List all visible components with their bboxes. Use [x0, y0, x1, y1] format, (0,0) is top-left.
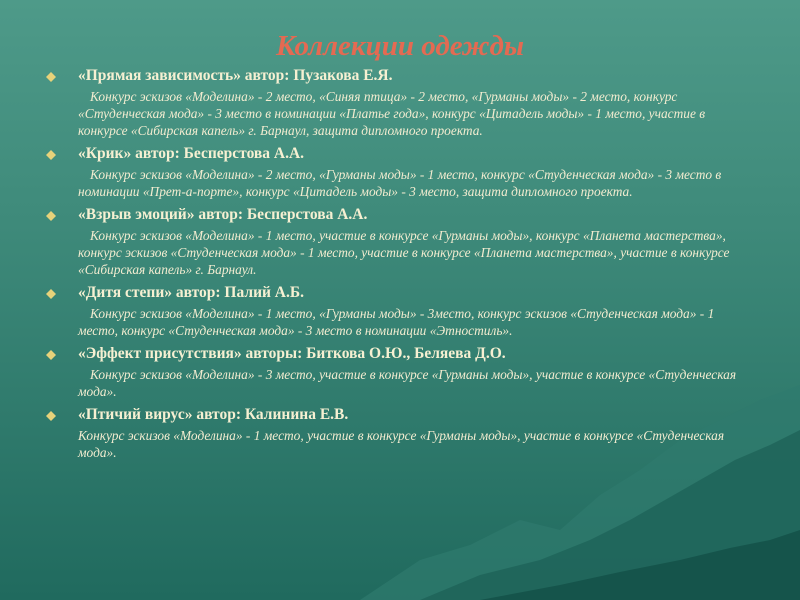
diamond-bullet-icon — [46, 289, 56, 299]
collection-description: Конкурс эскизов «Моделина» - 1 место, участие в конкурсе «Гурманы моды», участие в конкурсе «Студенческая мода». — [78, 428, 725, 460]
list-item — [46, 205, 756, 278]
collection-heading: «Взрыв эмоций» автор: Бесперстова А.А. — [78, 206, 368, 223]
list-item — [46, 144, 756, 200]
collection-description: Конкурс эскизов «Моделина» - 2 место, «Гурманы моды» - 1 место, конкурс «Студенческая мода» - 3 место в номинации «Прет-а-порте», конкурс «Цитадель моды» - 3 место, защита дипломного проекта. — [78, 167, 722, 199]
diamond-bullet-icon — [46, 211, 56, 221]
diamond-bullet-icon — [46, 72, 56, 82]
collection-list — [46, 66, 756, 466]
diamond-bullet-icon — [46, 411, 56, 421]
collection-description: Конкурс эскизов «Моделина» - 3 место, участие в конкурсе «Гурманы моды», участие в конкурсе «Студенческая мода». — [78, 367, 737, 399]
diamond-bullet-icon — [46, 350, 56, 360]
list-item — [46, 405, 756, 461]
list-item — [46, 283, 756, 339]
collection-heading: «Прямая зависимость» автор: Пузакова Е.Я. — [78, 67, 393, 84]
diamond-bullet-icon — [46, 150, 56, 160]
collection-description: Конкурс эскизов «Моделина» - 1 место, «Гурманы моды» - 3место, конкурс эскизов «Студенческая мода» - 1 место, конкурс «Студенческая мода» - 3 место в номинации «Этностиль». — [78, 306, 715, 338]
list-item — [46, 344, 756, 400]
collection-heading: «Дитя степи» автор: Палий А.Б. — [78, 284, 304, 301]
collection-heading: «Птичий вирус» автор: Калинина Е.В. — [78, 406, 349, 423]
collection-description: Конкурс эскизов «Моделина» - 2 место, «Синяя птица» - 2 место, «Гурманы моды» - 2 место, конкурс «Студенческая мода» - 3 место в номинации «Платье года», конкурс «Цитадель моды» - 1 место, участие в конкурсе «Сибирская капель» г. Барнаул, защита дипломного проекта. — [78, 89, 706, 138]
slide-title: Коллекции одежды — [275, 30, 525, 62]
list-item — [46, 66, 756, 139]
collection-description: Конкурс эскизов «Моделина» - 1 место, участие в конкурсе «Гурманы моды», конкурс «Планета мастерства», конкурс эскизов «Студенческая мода» - 1 место, участие в конкурсе «Планета мастерства», участие в конкурсе «Сибирская капель» г. Барнаул. — [78, 228, 730, 277]
collection-heading: «Эффект присутствия» авторы: Биткова О.Ю., Беляева Д.О. — [78, 345, 506, 362]
collection-heading: «Крик» автор: Бесперстова А.А. — [78, 145, 305, 162]
